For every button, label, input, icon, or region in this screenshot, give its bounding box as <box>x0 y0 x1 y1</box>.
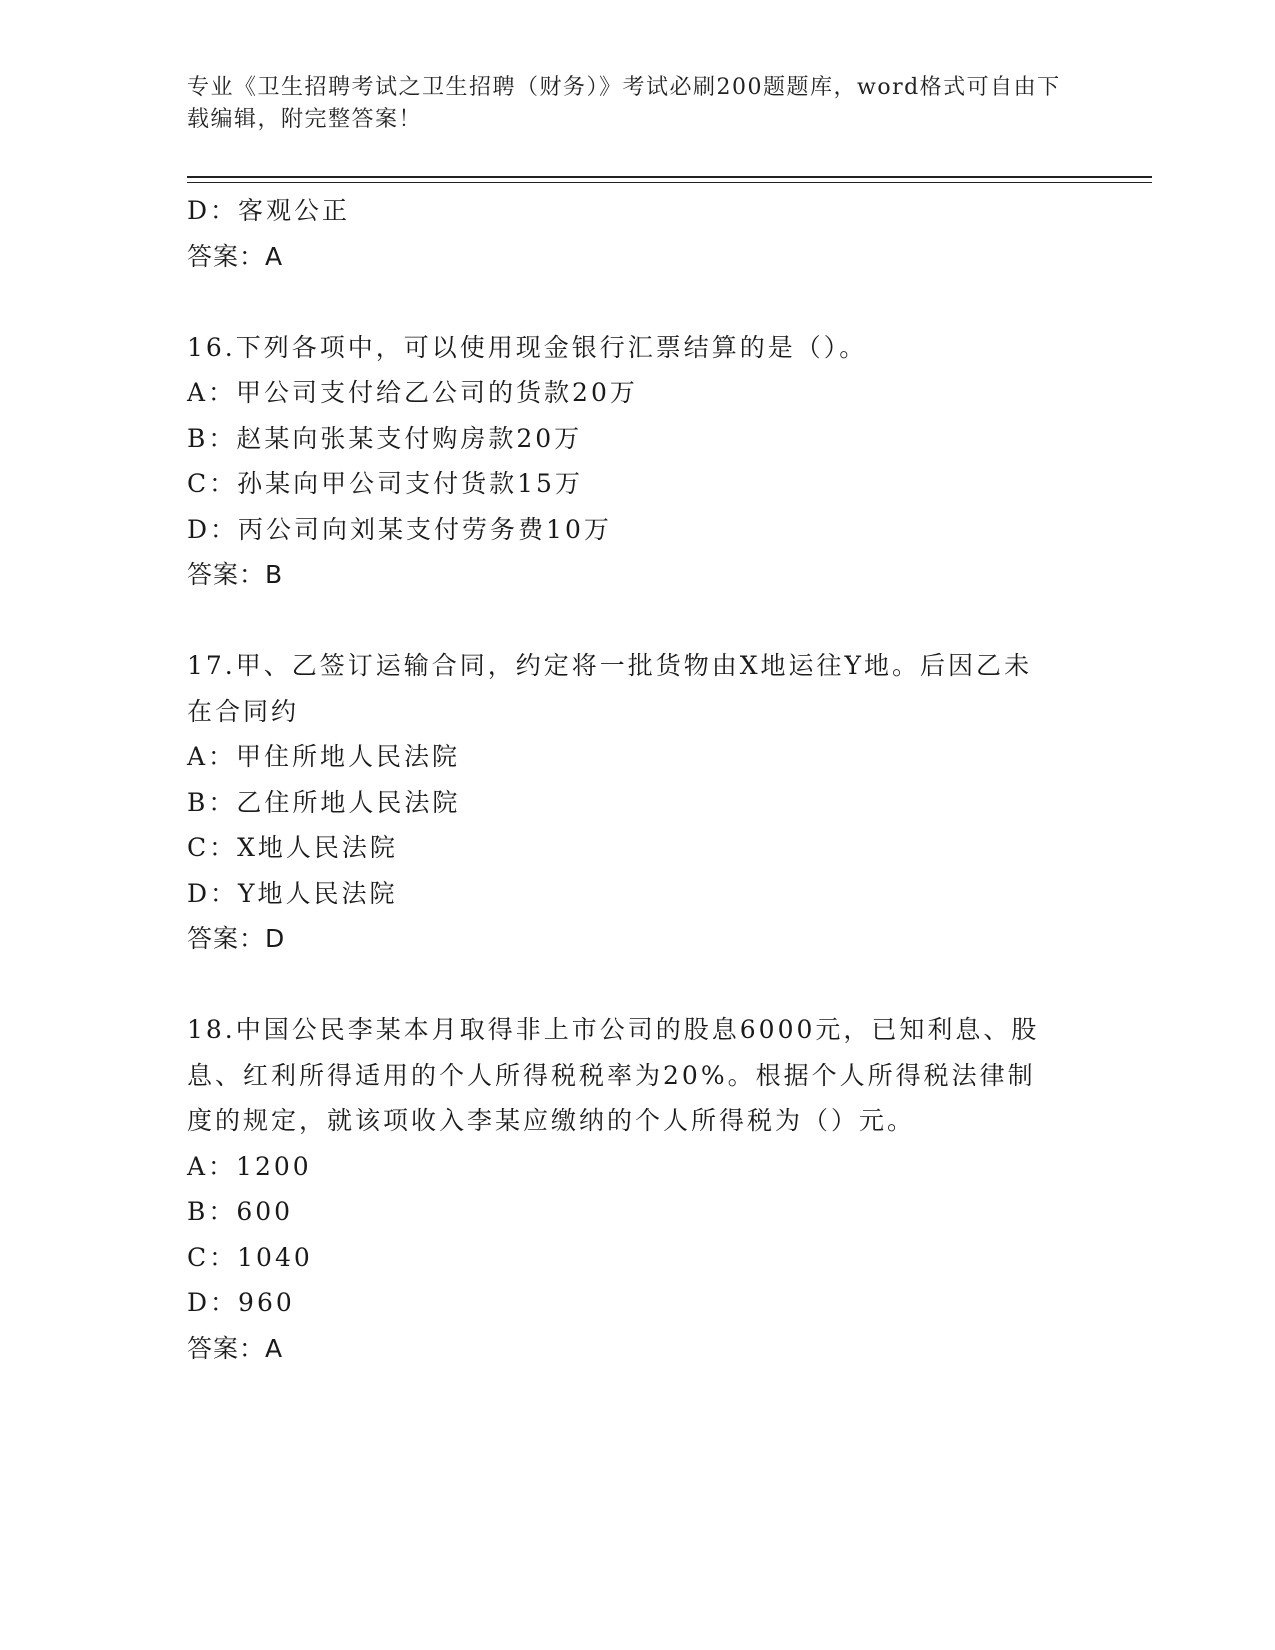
question-stem-line-1: 18.中国公民李某本月取得非上市公司的股息6000元，已知利息、股 <box>187 1015 1040 1044</box>
spacer <box>187 279 1087 325</box>
option-c: C：1040 <box>187 1242 313 1272</box>
option-b: B：乙住所地人民法院 <box>187 787 461 817</box>
question-stem-line-1: 17.甲、乙签订运输合同，约定将一批货物由X地运往Y地。后因乙未 <box>187 651 1033 680</box>
option-d: D：960 <box>187 1288 295 1317</box>
spacer <box>187 598 1087 644</box>
question-17 <box>187 643 1087 962</box>
option-b: B：赵某向张某支付购房款20万 <box>187 423 583 453</box>
option-a: A：甲住所地人民法院 <box>187 742 461 771</box>
spacer <box>187 962 1087 1008</box>
question-stem-line-2: 息、红利所得适用的个人所得税税率为20%。根据个人所得税法律制 <box>187 1060 1036 1090</box>
answer-line: 答案：D <box>187 924 286 953</box>
question-16 <box>187 325 1087 598</box>
header-rule-thin <box>187 182 1152 183</box>
question-18 <box>187 1007 1087 1371</box>
option-c: C：孙某向甲公司支付货款15万 <box>187 469 583 498</box>
answer-line: 答案：B <box>187 560 284 589</box>
answer-line: 答案：A <box>187 241 284 271</box>
question-stem-line-2: 在合同约 <box>187 696 300 726</box>
option-d: D：丙公司向刘某支付劳务费10万 <box>187 514 612 544</box>
header-rule-thick <box>187 176 1152 178</box>
option-c: C：X地人民法院 <box>187 833 398 862</box>
question-stem-line-3: 度的规定，就该项收入李某应缴纳的个人所得税为（）元。 <box>187 1106 916 1135</box>
previous-question-tail <box>187 188 1087 279</box>
option-d: D：客观公正 <box>187 196 351 225</box>
document-header: 专业《卫生招聘考试之卫生招聘（财务）》考试必刷200题题库，word格式可自由下载编辑，附完整答案！ <box>187 75 1061 132</box>
option-a: A：1200 <box>187 1151 312 1181</box>
option-d: D：Y地人民法院 <box>187 878 398 908</box>
option-b: B：600 <box>187 1197 294 1226</box>
option-a: A：甲公司支付给乙公司的货款20万 <box>187 378 638 407</box>
question-stem: 16.下列各项中，可以使用现金银行汇票结算的是（）。 <box>187 332 868 362</box>
answer-line: 答案：A <box>187 1333 284 1363</box>
document-body <box>187 188 1087 1371</box>
